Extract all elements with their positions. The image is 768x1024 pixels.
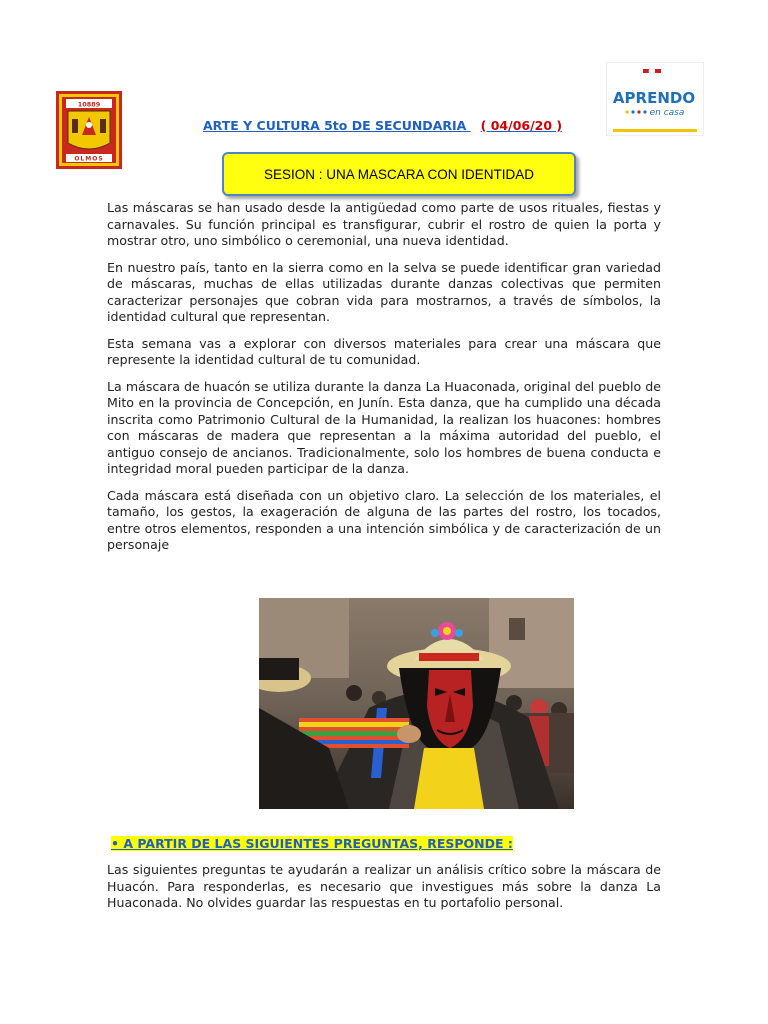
aprendo-en-casa-logo	[606, 62, 704, 136]
questions-heading	[111, 836, 631, 851]
course-date: ( 04/06/20 )	[480, 118, 563, 133]
paragraph-1: Las máscaras se han usado desde la antigüedad como parte de usos rituales, fiestas y carnavales. Su función principal es transfigurar, cubrir el rostro de quien la porta y mostrar otro, uno simbólico o ceremonial, una nueva identidad.	[107, 200, 661, 248]
crest-number: 10889	[77, 100, 101, 109]
questions-intro-block	[107, 862, 661, 912]
paragraph-5: Cada máscara está diseñada con un objetivo claro. La selección de los materiales, el tamaño, los gestos, la exageración de alguna de las partes del rostro, los tocados, entre otros elementos, responden a una intención simbólica y de caracterización de un personaje	[107, 487, 661, 552]
paragraph-2: En nuestro país, tanto en la sierra como en la selva se puede identificar gran variedad de máscaras, muchas de ellas utilizadas durante danzas colectivas que permiten caracterizar personajes que cobran vida para mostrarnos, a través de símbolos, la identidad cultural que representan.	[107, 259, 661, 324]
course-header	[203, 118, 583, 133]
aprendo-sub-text: en casa	[649, 108, 685, 118]
huacon-dancer-photo	[259, 598, 574, 809]
paragraph-3: Esta semana vas a explorar con diversos materiales para crear una máscara que represente la identidad cultural de tu comunidad.	[107, 335, 661, 367]
school-crest-logo	[56, 91, 122, 169]
questions-heading-highlight	[111, 836, 513, 851]
session-title-box	[222, 152, 576, 196]
aprendo-main-text: APRENDO	[612, 89, 696, 107]
course-title: ARTE Y CULTURA 5to DE SECUNDARIA	[203, 118, 467, 133]
paragraph-4: La máscara de huacón se utiliza durante la danza La Huaconada, original del pueblo de Mito en la provincia de Concepción, en Junín. Esta danza, que ha cumplido una década inscrita como Patrimonio Cultural de la Humanidad, la realizan los huacones: hombres con máscaras de madera que representan a la máxima autoridad del pueblo, el antiguo consejo de ancianos. Tradicionalmente, solo los hombres de buena conducta e integridad moral pueden participar de la danza.	[107, 378, 661, 476]
crest-motto: OLMOS	[74, 155, 104, 163]
questions-intro: Las siguientes preguntas te ayudarán a realizar un análisis crítico sobre la máscara de Huacón. Para responderlas, es necesario que investigues más sobre la danza La Huaconada. No olvides guardar las respuestas en tu portafolio personal.	[107, 862, 661, 910]
questions-heading-text: A PARTIR DE LAS SIGUIENTES PREGUNTAS, RESPONDE :	[123, 836, 513, 851]
session-title: SESION : UNA MASCARA CON IDENTIDAD	[263, 166, 535, 182]
bullet-icon: •	[111, 836, 119, 851]
body-text	[107, 200, 661, 564]
